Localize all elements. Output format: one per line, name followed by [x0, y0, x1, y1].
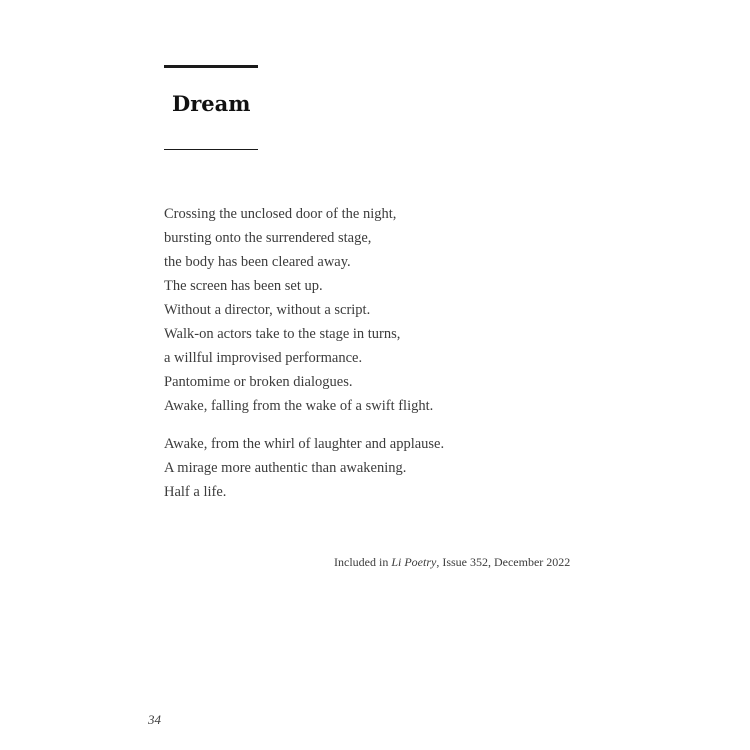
- stanza-2: [164, 432, 444, 504]
- stanza-1: [164, 202, 433, 418]
- poem-line: A mirage more authentic than awakening.: [164, 460, 407, 476]
- page-number: 34: [148, 712, 161, 727]
- title-rule-bottom: [164, 149, 258, 150]
- poem-line: a willful improvised performance.: [164, 350, 363, 366]
- poem-line: Awake, from the whirl of laughter and applause.: [164, 436, 445, 452]
- poem-line: Crossing the unclosed door of the night,: [164, 206, 397, 222]
- poem-line: Pantomime or broken dialogues.: [164, 374, 353, 390]
- poem-line: bursting onto the surrendered stage,: [164, 230, 372, 246]
- credit-publication: Li Poetry: [391, 555, 437, 569]
- poem-line: The screen has been set up.: [164, 278, 323, 294]
- poem-title: Dream: [172, 91, 251, 116]
- poem-line: Awake, falling from the wake of a swift flight.: [164, 398, 434, 414]
- title-rule-top: [164, 65, 258, 68]
- poem-line: Half a life.: [164, 484, 227, 500]
- poem-line: Without a director, without a script.: [164, 302, 371, 318]
- poem-line: Walk-on actors take to the stage in turns,: [164, 326, 401, 342]
- publication-credit: [334, 554, 570, 570]
- credit-prefix: Included in: [334, 555, 392, 569]
- poem-line: the body has been cleared away.: [164, 254, 351, 270]
- credit-suffix: , Issue 352, December 2022: [436, 555, 571, 569]
